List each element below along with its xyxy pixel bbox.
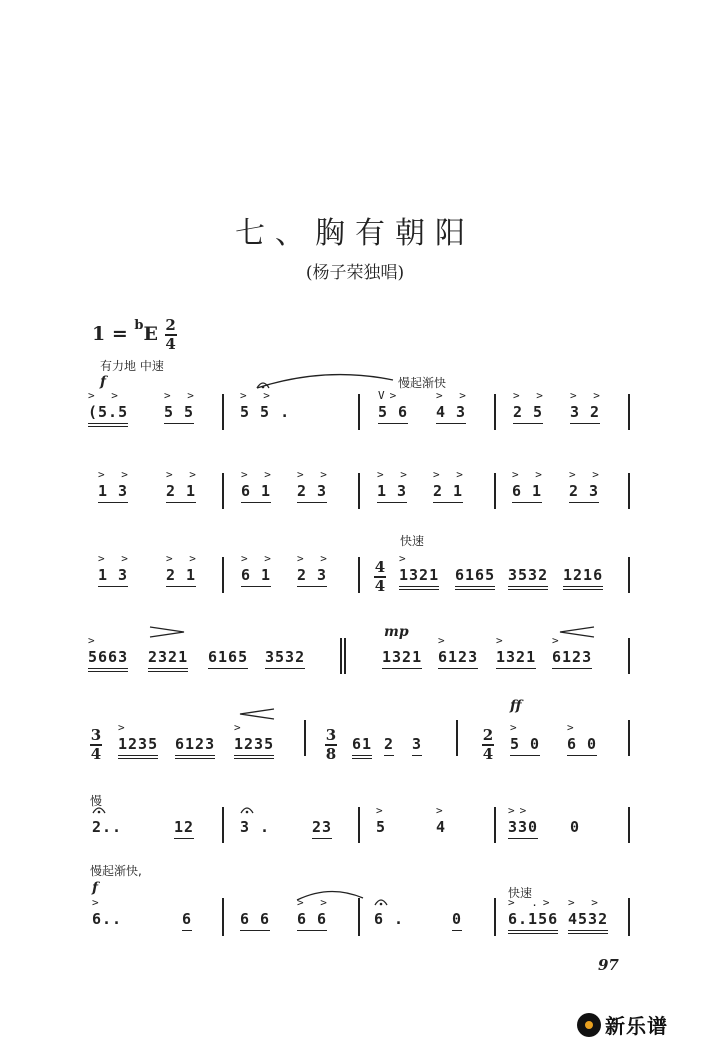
tempo-marking: 慢起渐快 — [398, 376, 447, 390]
bar-line — [628, 807, 630, 843]
accent-mark: > > — [297, 468, 332, 481]
accent-mark: > > — [166, 468, 201, 481]
note-group: 2 — [384, 735, 394, 756]
tempo-marking: 有力地 中速 — [100, 359, 164, 373]
note-group: 6.156 — [508, 910, 558, 934]
note-group: 6 — [182, 910, 192, 931]
note-group: 330 — [508, 818, 538, 839]
note-group: 3532 — [508, 566, 548, 590]
tempo-marking: 快速 — [508, 886, 533, 900]
bar-line — [358, 473, 360, 509]
time-top: 3 — [325, 726, 337, 744]
bar-line — [222, 898, 224, 936]
dynamic-mark: f — [92, 880, 99, 896]
bar-line — [222, 394, 224, 430]
accent-mark: > > — [377, 468, 412, 481]
note-group: 0 — [452, 910, 462, 931]
fermata-mark — [240, 806, 254, 814]
accent-mark: > > — [241, 468, 276, 481]
tempo-marking: 快速 — [400, 534, 425, 548]
bar-line — [628, 898, 630, 936]
disc-icon — [577, 1013, 601, 1037]
bar-line — [628, 473, 630, 509]
note-group: 4532 — [568, 910, 608, 934]
crescendo-mark — [560, 626, 596, 638]
note-group: 3 2 — [570, 403, 600, 424]
note-group: 3 — [412, 735, 422, 756]
note-group: 6 0 — [567, 735, 597, 756]
fermata-mark — [256, 381, 270, 389]
key-signature — [92, 318, 177, 352]
accent-mark: > > — [241, 552, 276, 565]
accent-mark: > — [552, 634, 564, 647]
note-group: 2 1 — [166, 482, 196, 503]
accent-mark: > > — [98, 468, 133, 481]
note-group: 2.. — [92, 818, 123, 836]
note-group: 5 — [376, 818, 387, 836]
note-group: 6123 — [175, 735, 215, 759]
note-group: 1 3 — [98, 482, 128, 503]
accent-mark: > > — [240, 389, 275, 402]
bar-line — [344, 638, 346, 674]
fermata-mark — [374, 898, 388, 906]
note-group: 1 3 — [98, 566, 128, 587]
accent-mark: > > — [433, 468, 468, 481]
time-signature — [165, 318, 177, 352]
note-group: 2 1 — [433, 482, 463, 503]
note-group: 1321 — [382, 648, 422, 669]
accent-mark: > — [399, 552, 411, 565]
bar-line — [358, 557, 360, 593]
accent-mark: > > — [297, 896, 332, 909]
note-group: 5 5 . — [240, 403, 291, 421]
note-group: 2 1 — [166, 566, 196, 587]
page-number: 97 — [598, 956, 619, 974]
note-group: 61 — [352, 735, 372, 759]
note-group: 5 5 — [164, 403, 194, 424]
accent-mark: > > — [164, 389, 199, 402]
time-bottom: 4 — [90, 745, 102, 763]
dynamic-mark: f — [100, 374, 107, 390]
note-group: 6165 — [208, 648, 248, 669]
bar-line — [494, 394, 496, 430]
bar-line — [304, 720, 306, 756]
note-group: 1216 — [563, 566, 603, 590]
accent-mark: > — [510, 721, 522, 734]
bar-line — [358, 807, 360, 843]
accent-mark: > — [438, 634, 450, 647]
bar-line — [222, 473, 224, 509]
note-group: 12 — [174, 818, 194, 839]
note-group: 2 3 — [297, 566, 327, 587]
accent-mark: > > — [166, 552, 201, 565]
dynamic-mark: mp — [384, 624, 409, 640]
time-signature — [482, 728, 494, 762]
note-group: 2 3 — [297, 482, 327, 503]
note-group: 5 6 — [378, 403, 408, 424]
bar-line — [628, 638, 630, 674]
page-title: 七、胸有朝阳 — [235, 216, 475, 251]
note-group: (5.5 — [88, 403, 128, 427]
accent-mark: V> — [378, 389, 402, 402]
accent-mark: > — [376, 804, 388, 817]
note-group: 5663 — [88, 648, 128, 672]
bar-line — [222, 807, 224, 843]
note-group: 1 3 — [377, 482, 407, 503]
note-group: 1235 — [118, 735, 158, 759]
time-signature — [374, 560, 386, 594]
accent-mark: > — [436, 804, 448, 817]
note-group: 4 3 — [436, 403, 466, 424]
note-group: 6 1 — [512, 482, 542, 503]
note-group: 6 1 — [241, 482, 271, 503]
note-group: 1235 — [234, 735, 274, 759]
decrescendo-mark — [150, 626, 186, 638]
accent-mark: > — [118, 721, 130, 734]
bar-line — [494, 473, 496, 509]
accent-mark: > — [92, 896, 104, 909]
time-bottom: 4 — [165, 335, 176, 353]
time-signature — [325, 728, 337, 762]
accent-mark: > — [496, 634, 508, 647]
accent-mark: > > — [568, 896, 603, 909]
bar-line — [628, 557, 630, 593]
time-signature — [90, 728, 102, 762]
accent-mark: > > — [297, 552, 332, 565]
note-group: 4 — [436, 818, 447, 836]
page-subtitle: (杨子荣独唱) — [305, 263, 405, 283]
accent-mark: > > — [436, 389, 471, 402]
note-group: 6 6 — [297, 910, 327, 931]
accent-mark: > > — [88, 389, 123, 402]
time-top: 2 — [165, 316, 176, 334]
logo-text: 新乐谱 — [605, 1014, 668, 1038]
note-group: 23 — [312, 818, 332, 839]
bar-line — [358, 898, 360, 936]
note-group: 5 0 — [510, 735, 540, 756]
flat-sign: b — [134, 318, 144, 333]
accent-mark: >> — [508, 804, 532, 817]
slur-mark — [255, 372, 395, 392]
bar-line — [494, 807, 496, 843]
bar-line — [628, 394, 630, 430]
note-group: 2321 — [148, 648, 188, 672]
note-group: 1321 — [496, 648, 536, 669]
note-group: 6123 — [552, 648, 592, 669]
accent-mark: > > — [513, 389, 548, 402]
tempo-marking: 慢起渐快, — [90, 864, 142, 878]
bar-line — [222, 557, 224, 593]
note-group: 6 . — [374, 910, 405, 928]
accent-mark: > > — [512, 468, 547, 481]
note-group: 3 . — [240, 818, 271, 836]
bar-line — [628, 720, 630, 756]
note-group: 2 3 — [569, 482, 599, 503]
note-group: 6165 — [455, 566, 495, 590]
note-group: 6.. — [92, 910, 123, 928]
key-note: E — [143, 323, 158, 345]
time-bottom: 4 — [482, 745, 494, 763]
note-group: 0 — [570, 818, 581, 836]
accent-mark: > — [234, 721, 246, 734]
accent-mark: > > — [570, 389, 605, 402]
accent-mark: > > — [569, 468, 604, 481]
bar-line — [456, 720, 458, 756]
note-group: 1321 — [399, 566, 439, 590]
bar-line — [358, 394, 360, 430]
accent-mark: > .> — [508, 896, 555, 909]
site-logo — [577, 1010, 668, 1039]
bar-line — [494, 898, 496, 936]
accent-mark: > > — [98, 552, 133, 565]
accent-mark: > — [88, 634, 100, 647]
tempo-marking: 慢 — [90, 794, 103, 808]
time-top: 4 — [374, 558, 386, 576]
time-top: 3 — [90, 726, 102, 744]
accent-mark: > — [567, 721, 579, 734]
note-group: 6123 — [438, 648, 478, 669]
note-group: 2 5 — [513, 403, 543, 424]
key-prefix: 1 = — [92, 323, 135, 345]
note-group: 6 6 — [240, 910, 270, 931]
time-bottom: 8 — [325, 745, 337, 763]
bar-line — [340, 638, 342, 674]
note-group: 6 1 — [241, 566, 271, 587]
note-group: 3532 — [265, 648, 305, 669]
crescendo-mark — [240, 708, 276, 720]
time-top: 2 — [482, 726, 494, 744]
dynamic-mark: ff — [510, 698, 522, 714]
time-bottom: 4 — [374, 577, 386, 595]
